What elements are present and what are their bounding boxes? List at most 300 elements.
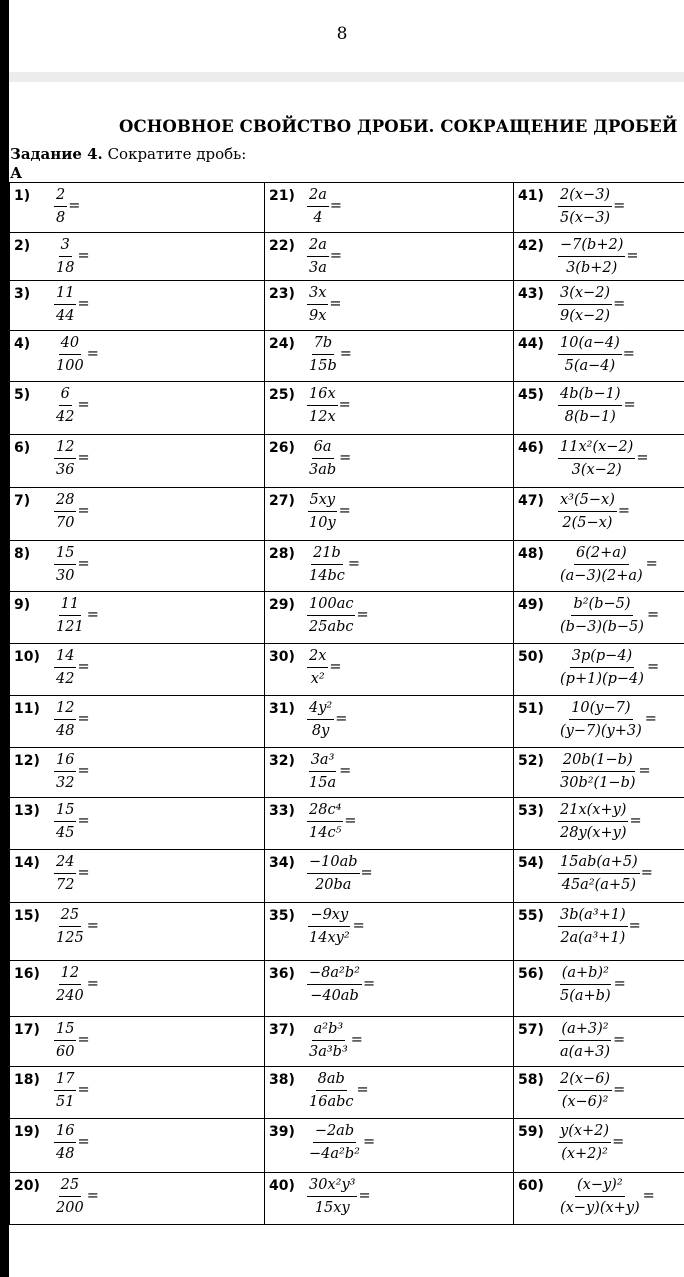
fraction <box>54 384 76 427</box>
fraction <box>54 698 76 741</box>
exercise-cell <box>10 644 265 696</box>
exercise-cell <box>514 696 684 748</box>
fraction-numerator: −8a²b² <box>307 963 362 985</box>
fraction-numerator: 28 <box>54 490 76 512</box>
exercise-number: 23) <box>269 286 295 302</box>
fraction-numerator: 3 <box>59 235 72 257</box>
exercise-number: 48) <box>518 546 544 562</box>
exercise-cell <box>265 1067 514 1119</box>
exercise-cell <box>514 1017 684 1067</box>
fraction <box>54 1019 76 1062</box>
fraction <box>307 1019 350 1062</box>
exercise-number: 35) <box>269 908 295 924</box>
equals-sign: = <box>626 248 639 264</box>
exercise-table <box>9 182 684 1225</box>
equals-sign: = <box>613 296 626 312</box>
fraction-numerator: (a+b)² <box>560 963 611 985</box>
fraction-denominator: 3a³b³ <box>309 1044 348 1060</box>
exercise-number: 22) <box>269 238 295 254</box>
exercise-number: 38) <box>269 1072 295 1088</box>
fraction <box>558 1121 611 1164</box>
exercise-number: 1) <box>14 188 31 204</box>
fraction-numerator: 15 <box>54 1019 76 1041</box>
equals-sign: = <box>86 976 99 992</box>
fraction-numerator: 21x(x+y) <box>558 800 628 822</box>
fraction-numerator: 2 <box>54 185 67 207</box>
exercise-number: 9) <box>14 597 31 613</box>
table-row <box>10 435 684 488</box>
fraction <box>54 963 86 1006</box>
table-row <box>10 748 684 798</box>
exercise-cell <box>265 903 514 961</box>
fraction-denominator: 5(x−3) <box>560 210 611 226</box>
equals-sign: = <box>77 503 90 519</box>
table-row <box>10 331 684 382</box>
fraction <box>307 543 347 586</box>
exercise-cell <box>514 541 684 592</box>
fraction-numerator: y(x+2) <box>558 1121 611 1143</box>
fraction-numerator: 16x <box>307 384 338 406</box>
equals-sign: = <box>77 711 90 727</box>
equals-sign: = <box>640 865 653 881</box>
fraction <box>307 185 329 228</box>
fraction <box>558 800 628 843</box>
fraction <box>54 1069 76 1112</box>
equals-sign: = <box>339 763 352 779</box>
exercise-number: 17) <box>14 1022 40 1038</box>
fraction <box>307 1121 362 1164</box>
fraction <box>558 594 646 637</box>
exercise-number: 57) <box>518 1022 544 1038</box>
fraction-numerator: 11 <box>54 283 76 305</box>
exercise-number: 52) <box>518 753 544 769</box>
exercise-number: 27) <box>269 493 295 509</box>
exercise-cell <box>265 748 514 798</box>
equals-sign: = <box>77 248 90 264</box>
fraction <box>54 905 86 948</box>
fraction-numerator: 14 <box>54 646 76 668</box>
table-row <box>10 798 684 850</box>
fraction-denominator: x² <box>310 671 325 687</box>
table-row <box>10 903 684 961</box>
exercise-number: 55) <box>518 908 544 924</box>
exercise-number: 56) <box>518 966 544 982</box>
fraction-denominator: 45a²(a+5) <box>561 877 636 893</box>
fraction <box>54 185 67 228</box>
fraction-denominator: 3ab <box>309 462 337 478</box>
exercise-number: 18) <box>14 1072 40 1088</box>
fraction-denominator: 3a <box>309 260 327 276</box>
exercise-cell <box>10 488 265 541</box>
fraction-denominator: 70 <box>56 515 75 531</box>
fraction <box>307 1069 356 1112</box>
exercise-number: 31) <box>269 701 295 717</box>
equals-sign: = <box>339 450 352 466</box>
exercise-cell <box>10 748 265 798</box>
fraction-numerator: 15 <box>54 800 76 822</box>
equals-sign: = <box>623 397 636 413</box>
fraction <box>54 594 86 637</box>
fraction-denominator: 5(a−4) <box>564 358 616 374</box>
fraction-numerator: 12 <box>54 437 76 459</box>
table-row <box>10 961 684 1017</box>
exercise-number: 21) <box>269 188 295 204</box>
equals-sign: = <box>628 918 641 934</box>
fraction <box>54 1121 76 1164</box>
exercise-number: 50) <box>518 649 544 665</box>
fraction <box>558 646 646 689</box>
fraction-denominator: 2(5−x) <box>562 515 613 531</box>
exercise-number: 7) <box>14 493 31 509</box>
equals-sign: = <box>612 1134 625 1150</box>
exercise-cell <box>514 331 684 382</box>
fraction-denominator: 3(x−2) <box>571 462 622 478</box>
exercise-cell <box>265 183 514 233</box>
exercise-number: 8) <box>14 546 31 562</box>
exercise-number: 46) <box>518 440 544 456</box>
fraction <box>307 333 339 376</box>
fraction-denominator: (x−y)(x+y) <box>560 1200 640 1216</box>
fraction-numerator: 15 <box>54 543 76 565</box>
fraction <box>54 800 76 843</box>
fraction-denominator: (b−3)(b−5) <box>560 619 644 635</box>
fraction-numerator: 2(x−6) <box>558 1069 612 1091</box>
fraction <box>558 963 613 1006</box>
exercise-number: 16) <box>14 966 40 982</box>
table-row <box>10 183 684 233</box>
exercise-cell <box>514 850 684 903</box>
fraction-numerator: 3(x−2) <box>558 283 612 305</box>
exercise-cell <box>265 1119 514 1173</box>
fraction-numerator: 6a <box>312 437 334 459</box>
equals-sign: = <box>360 865 373 881</box>
fraction <box>307 235 329 278</box>
fraction <box>558 1019 612 1062</box>
section-label: А <box>10 164 23 182</box>
equals-sign: = <box>77 1032 90 1048</box>
fraction-numerator: 8ab <box>316 1069 347 1091</box>
exercise-cell <box>265 592 514 644</box>
exercise-cell <box>10 331 265 382</box>
fraction-denominator: 8(b−1) <box>564 409 616 425</box>
fraction <box>54 490 76 533</box>
equals-sign: = <box>646 659 660 675</box>
exercise-number: 13) <box>14 803 40 819</box>
exercise-cell <box>265 435 514 488</box>
fraction-denominator: 121 <box>56 619 84 635</box>
fraction <box>54 1175 86 1218</box>
equals-sign: = <box>642 1188 655 1204</box>
table-row <box>10 1067 684 1119</box>
exercise-cell <box>265 961 514 1017</box>
fraction <box>307 384 338 427</box>
exercise-cell <box>265 331 514 382</box>
fraction <box>558 852 640 895</box>
table-row <box>10 696 684 748</box>
exercise-number: 20) <box>14 1178 40 1194</box>
table-row <box>10 541 684 592</box>
fraction-numerator: 3p(p−4) <box>570 646 634 668</box>
fraction-numerator: 3b(a³+1) <box>558 905 628 927</box>
exercise-number: 32) <box>269 753 295 769</box>
fraction-numerator: 3x <box>307 283 328 305</box>
fraction <box>54 333 86 376</box>
exercise-cell <box>514 435 684 488</box>
fraction-numerator: 6 <box>59 384 72 406</box>
fraction-denominator: 15xy <box>314 1200 350 1216</box>
fraction-numerator: 10(y−7) <box>569 698 632 720</box>
exercise-number: 34) <box>269 855 295 871</box>
exercise-cell <box>10 696 265 748</box>
equals-sign: = <box>636 450 649 466</box>
fraction-numerator: b²(b−5) <box>571 594 632 616</box>
fraction <box>307 905 352 948</box>
exercise-number: 12) <box>14 753 40 769</box>
equals-sign: = <box>77 865 90 881</box>
equals-sign: = <box>329 659 342 675</box>
fraction-numerator: 2(x−3) <box>558 185 612 207</box>
exercise-cell <box>514 903 684 961</box>
fraction <box>558 384 622 427</box>
exercise-number: 41) <box>518 188 544 204</box>
exercise-cell <box>10 1067 265 1119</box>
fraction-denominator: 25abc <box>309 619 354 635</box>
exercise-cell <box>10 435 265 488</box>
fraction-denominator: 48 <box>56 1146 75 1162</box>
fraction-numerator: 100ac <box>307 594 355 616</box>
equals-sign: = <box>77 296 90 312</box>
exercise-number: 6) <box>14 440 31 456</box>
exercise-number: 28) <box>269 546 295 562</box>
exercise-cell <box>10 903 265 961</box>
fraction-denominator: 60 <box>56 1044 75 1060</box>
table-row <box>10 382 684 435</box>
exercise-number: 26) <box>269 440 295 456</box>
fraction-numerator: −7(b+2) <box>558 235 625 257</box>
equals-sign: = <box>646 607 660 623</box>
exercise-number: 45) <box>518 387 544 403</box>
exercise-cell <box>10 281 265 331</box>
fraction-denominator: −4a²b² <box>309 1146 360 1162</box>
fraction-numerator: 11x²(x−2) <box>558 437 635 459</box>
fraction <box>558 543 645 586</box>
equals-sign: = <box>612 1032 626 1048</box>
fraction <box>558 1175 642 1218</box>
equals-sign: = <box>622 346 635 362</box>
exercise-number: 47) <box>518 493 544 509</box>
exercise-cell <box>265 850 514 903</box>
fraction-numerator: 4b(b−1) <box>558 384 622 406</box>
equals-sign: = <box>347 556 361 572</box>
equals-sign: = <box>638 763 651 779</box>
exercise-cell <box>10 1017 265 1067</box>
fraction-numerator: (a+3)² <box>559 1019 610 1041</box>
fraction <box>558 698 644 741</box>
fraction <box>54 235 76 278</box>
equals-sign: = <box>356 1082 369 1098</box>
exercise-number: 58) <box>518 1072 544 1088</box>
table-row <box>10 644 684 696</box>
fraction-numerator: 30x²y³ <box>307 1175 357 1197</box>
fraction-numerator: 25 <box>59 905 81 927</box>
fraction-numerator: 40 <box>59 333 81 355</box>
exercise-number: 43) <box>518 286 544 302</box>
equals-sign: = <box>629 813 642 829</box>
fraction-denominator: 2a(a³+1) <box>560 930 626 946</box>
equals-sign: = <box>338 503 351 519</box>
fraction-denominator: (y−7)(y+3) <box>560 723 642 739</box>
fraction-denominator: 45 <box>56 825 75 841</box>
fraction-denominator: 20ba <box>315 877 352 893</box>
exercise-number: 51) <box>518 701 544 717</box>
fraction <box>558 437 635 480</box>
fraction-numerator: 17 <box>54 1069 76 1091</box>
table-row <box>10 1017 684 1067</box>
exercise-cell <box>514 1173 684 1225</box>
equals-sign: = <box>356 607 369 623</box>
equals-sign: = <box>339 346 352 362</box>
exercise-number: 40) <box>269 1178 295 1194</box>
exercise-cell <box>514 798 684 850</box>
equals-sign: = <box>77 1134 90 1150</box>
fraction <box>307 852 360 895</box>
fraction-numerator: 3a³ <box>309 750 337 772</box>
exercise-number: 37) <box>269 1022 295 1038</box>
fraction-denominator: 30 <box>56 568 75 584</box>
fraction-numerator: x³(5−x) <box>558 490 617 512</box>
table-row <box>10 488 684 541</box>
exercise-number: 54) <box>518 855 544 871</box>
fraction-numerator: 12 <box>54 698 76 720</box>
exercise-cell <box>514 592 684 644</box>
fraction-numerator: 6(2+a) <box>574 543 629 565</box>
exercise-cell <box>10 541 265 592</box>
fraction-denominator: 32 <box>56 775 75 791</box>
fraction <box>558 333 622 376</box>
equals-sign: = <box>86 607 99 623</box>
equals-sign: = <box>344 813 357 829</box>
fraction-denominator: 10y <box>309 515 336 531</box>
fraction-denominator: a(a+3) <box>560 1044 610 1060</box>
table-row <box>10 592 684 644</box>
exercise-number: 14) <box>14 855 40 871</box>
fraction-numerator: 16 <box>54 1121 76 1143</box>
exercise-number: 33) <box>269 803 295 819</box>
page-divider <box>9 72 684 82</box>
equals-sign: = <box>644 711 657 727</box>
exercise-cell <box>265 1017 514 1067</box>
fraction-denominator: 42 <box>56 409 75 425</box>
fraction-denominator: 48 <box>56 723 75 739</box>
fraction-numerator: 4y² <box>307 698 334 720</box>
fraction-numerator: a²b³ <box>312 1019 346 1041</box>
fraction <box>307 437 338 480</box>
fraction-denominator: 14c⁵ <box>309 825 342 841</box>
fraction <box>54 646 76 689</box>
exercise-number: 19) <box>14 1124 40 1140</box>
fraction-numerator: −2ab <box>313 1121 356 1143</box>
fraction <box>307 594 356 637</box>
exercise-cell <box>514 748 684 798</box>
fraction-numerator: 21b <box>311 543 343 565</box>
exercise-cell <box>265 644 514 696</box>
fraction-denominator: 8 <box>56 210 66 226</box>
fraction-numerator: 2a <box>307 235 329 257</box>
exercise-cell <box>514 488 684 541</box>
fraction-numerator: 15ab(a+5) <box>558 852 640 874</box>
exercise-cell <box>10 850 265 903</box>
exercise-number: 4) <box>14 336 31 352</box>
equals-sign: = <box>329 198 343 214</box>
task-text: Сократите дробь: <box>102 145 247 163</box>
exercise-number: 5) <box>14 387 31 403</box>
fraction <box>558 283 612 326</box>
exercise-number: 42) <box>518 238 544 254</box>
fraction <box>307 800 343 843</box>
exercise-cell <box>10 382 265 435</box>
fraction <box>54 543 76 586</box>
exercise-cell <box>10 233 265 281</box>
exercise-cell <box>514 233 684 281</box>
fraction-denominator: 5(a+b) <box>560 988 611 1004</box>
exercise-number: 59) <box>518 1124 544 1140</box>
fraction-numerator: 12 <box>59 963 81 985</box>
exercise-number: 53) <box>518 803 544 819</box>
fraction-denominator: 42 <box>56 671 75 687</box>
fraction-denominator: 15b <box>309 358 337 374</box>
fraction-denominator: 44 <box>56 308 75 324</box>
equals-sign: = <box>86 346 99 362</box>
fraction-numerator: −10ab <box>307 852 360 874</box>
exercise-cell <box>514 183 684 233</box>
exercise-cell <box>265 488 514 541</box>
exercise-number: 39) <box>269 1124 295 1140</box>
fraction <box>54 750 76 793</box>
exercise-number: 3) <box>14 286 31 302</box>
fraction-denominator: 12x <box>309 409 336 425</box>
equals-sign: = <box>77 763 90 779</box>
exercise-cell <box>265 696 514 748</box>
equals-sign: = <box>86 918 99 934</box>
fraction <box>558 905 628 948</box>
exercise-cell <box>265 798 514 850</box>
fraction-numerator: (x−y)² <box>575 1175 625 1197</box>
fraction <box>558 185 612 228</box>
fraction-numerator: 24 <box>54 852 76 874</box>
fraction <box>558 750 638 793</box>
fraction <box>307 698 334 741</box>
equals-sign: = <box>613 198 626 214</box>
fraction <box>307 750 338 793</box>
exercise-number: 25) <box>269 387 295 403</box>
fraction <box>558 235 625 278</box>
exercise-cell <box>10 1173 265 1225</box>
equals-sign: = <box>352 918 365 934</box>
equals-sign: = <box>645 556 658 572</box>
fraction-denominator: 16abc <box>309 1094 354 1110</box>
exercise-number: 29) <box>269 597 295 613</box>
fraction <box>54 437 76 480</box>
fraction-denominator: (x+2)² <box>561 1146 608 1162</box>
equals-sign: = <box>362 976 376 992</box>
fraction <box>307 646 328 689</box>
exercise-cell <box>10 592 265 644</box>
equals-sign: = <box>77 813 90 829</box>
fraction-numerator: 10(a−4) <box>558 333 622 355</box>
exercise-number: 11) <box>14 701 40 717</box>
fraction-numerator: −9xy <box>308 905 350 927</box>
fraction-denominator: (p+1)(p−4) <box>560 671 644 687</box>
